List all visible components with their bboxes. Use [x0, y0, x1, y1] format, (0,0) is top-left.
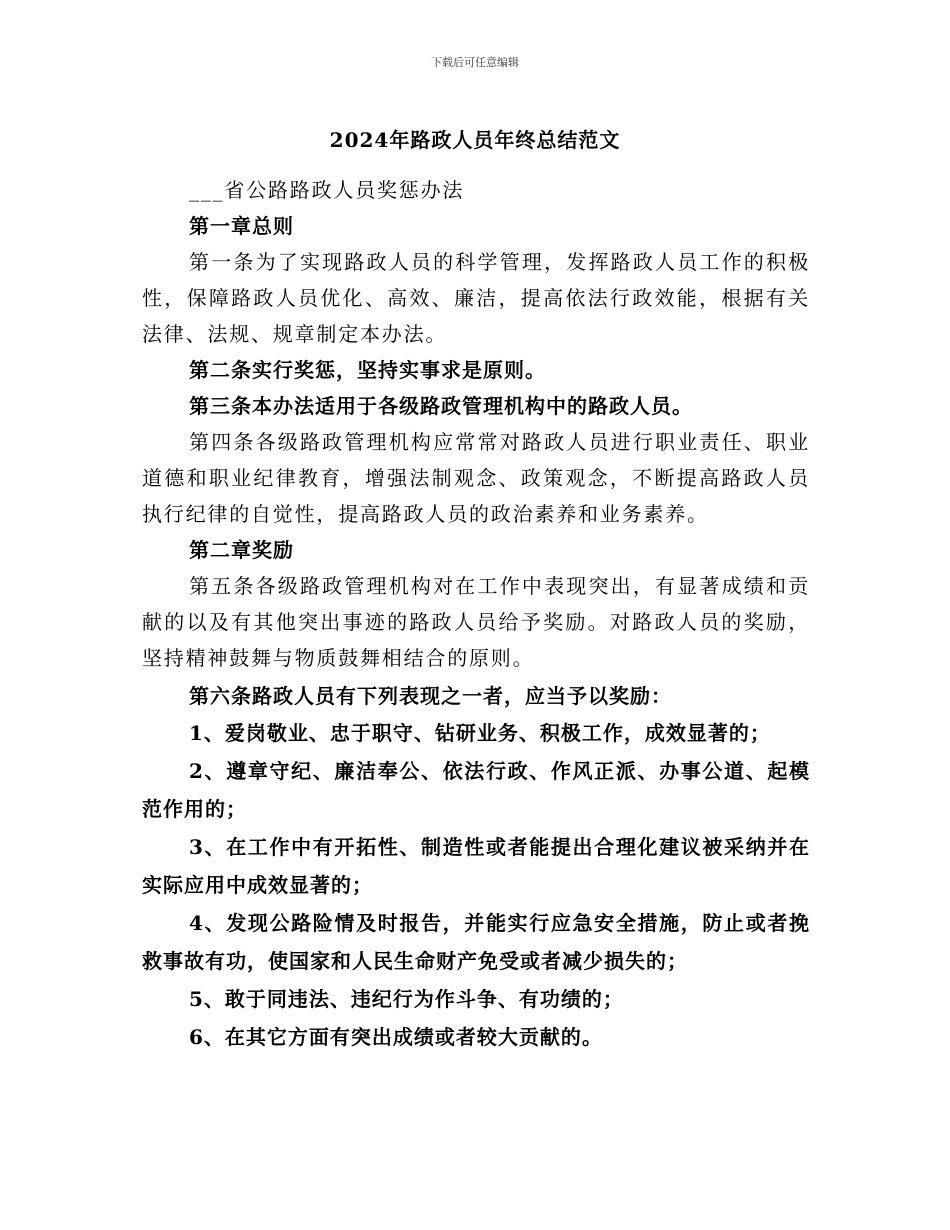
reward-item: 1、爱岗敬业、忠于职守、钻研业务、积极工作，成效显著的； [189, 721, 771, 745]
article-4: 第四条各级路政管理机构应常常对路政人员进行职业责任、职业道德和职业纪律教育，增强法制观念、政策观念，不断提高路政人员执行纪律的自觉性，提高路政人员的政治素养和业务素养。 [142, 430, 810, 526]
reward-item: 6、在其它方面有突出成绩或者较大贡献的。 [189, 1025, 603, 1049]
document-title: 2024年路政人员年终总结范文 [329, 128, 621, 152]
reward-item: 5、敢于同违法、违纪行为作斗争、有功绩的； [189, 987, 624, 1011]
chapter-heading-rewards: 第二章奖励 [189, 538, 294, 562]
article-3: 第三条本办法适用于各级路政管理机构中的路政人员。 [189, 394, 693, 418]
reward-item: 2、遵章守纪、廉洁奉公、依法行政、作风正派、办事公道、起模范作用的； [142, 759, 810, 821]
page-header-note: 下载后可任意编辑 [431, 56, 519, 69]
article-5: 第五条各级路政管理机构对在工作中表现突出，有显著成绩和贡献的以及有其他突出事迹的路政人员给予奖励。对路政人员的奖励，坚持精神鼓舞与物质鼓舞相结合的原则。 [142, 574, 810, 670]
article-1: 第一条为了实现路政人员的科学管理，发挥路政人员工作的积极性，保障路政人员优化、高效、廉洁，提高依法行政效能，根据有关法律、法规、规章制定本办法。 [142, 250, 810, 346]
chapter-heading-general: 第一章总则 [189, 214, 294, 238]
document-subtitle: ___省公路路政人员奖惩办法 [189, 178, 465, 202]
article-6: 第六条路政人员有下列表现之一者，应当予以奖励： [189, 684, 672, 708]
reward-item: 4、发现公路险情及时报告，并能实行应急安全措施，防止或者挽救事故有功，使国家和人民生命财产免受或者减少损失的； [142, 911, 810, 973]
document-body [142, 172, 810, 1056]
article-2: 第二条实行奖惩，坚持实事求是原则。 [189, 358, 546, 382]
reward-item: 3、在工作中有开拓性、制造性或者能提出合理化建议被采纳并在实际应用中成效显著的； [142, 835, 810, 897]
